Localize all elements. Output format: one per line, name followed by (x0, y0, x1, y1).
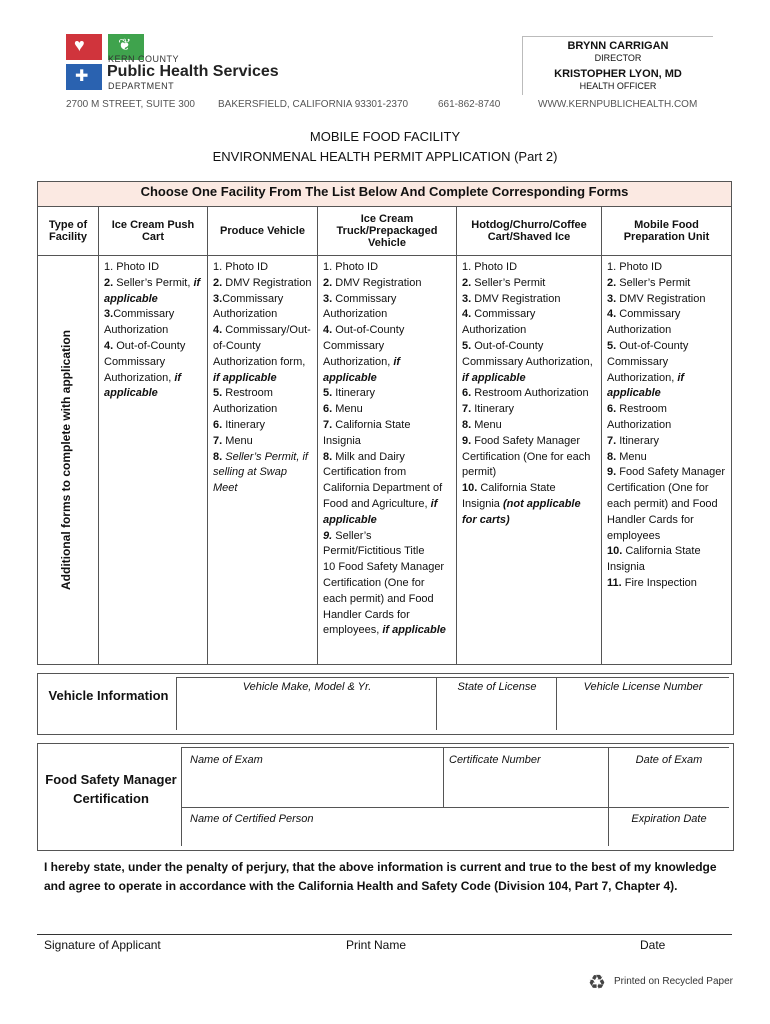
list-item: 2. Seller’s Permit, if applicable (104, 276, 201, 305)
logo-heart-icon: ♥ (74, 35, 85, 55)
list-item: 10. California State Insignia (not applicable for carts) (462, 482, 581, 526)
expiration-date-field[interactable] (608, 807, 729, 846)
signature-applicant-label: Signature of Applicant (44, 938, 161, 952)
org-department: DEPARTMENT (108, 81, 175, 91)
list-item: 1. Photo ID (462, 261, 518, 273)
chooser-heading: Choose One Facility From The List Below And Complete Corresponding Forms (38, 182, 732, 207)
logo-puzzle-icon: ✚ (75, 68, 89, 85)
list-item: 4. Commissary/Out-of-County Authorization form, if applicable (213, 324, 311, 384)
phone: 661-862-8740 (438, 99, 501, 110)
list-item: 4. Commissary Authorization (607, 308, 681, 337)
list-item: 5. Restroom Authorization (213, 387, 278, 416)
list-item: 4. Commissary Authorization (462, 308, 536, 337)
col-header-hotdog: Hotdog/Churro/Coffee Cart/Shaved Ice (457, 207, 602, 256)
city: BAKERSFIELD, CALIFORNIA 93301-2370 (218, 99, 409, 110)
list-item: 8. Seller’s Permit, if selling at Swap Meet (213, 450, 308, 495)
doc-title-1: MOBILE FOOD FACILITY (309, 129, 461, 144)
list-item: 1. Photo ID (104, 261, 160, 273)
doc-title-2: ENVIRONMENAL HEALTH PERMIT APPLICATION (Part 2) (212, 149, 558, 164)
col-header-push-cart: Ice Cream Push Cart (99, 207, 208, 256)
list-item: 3.Commissary Authorization (104, 308, 175, 337)
vehicle-make-label: Vehicle Make, Model & Yr. (242, 681, 372, 693)
certified-person-field[interactable] (181, 807, 609, 846)
certificate-number-field[interactable] (443, 747, 609, 808)
exam-name-label: Name of Exam (190, 754, 263, 766)
director-name: BRYNN CARRIGAN (567, 40, 669, 52)
list-item: 8. Menu (607, 450, 647, 463)
list-item: 8. Menu (462, 418, 502, 431)
list-item: 4. Out-of-County Commissary Authorization, if applicable (104, 339, 186, 400)
certificate-number-label: Certificate Number (449, 754, 541, 766)
date-label: Date (640, 938, 666, 952)
address: 2700 M STREET, SUITE 300 (66, 99, 195, 110)
website: WWW.KERNPUBLICHEALTH.COM (538, 99, 698, 110)
vehicle-license-number-field[interactable] (556, 677, 729, 730)
vehicle-make-field[interactable] (176, 677, 437, 730)
list-item: 9. Food Safety Manager Certification (One for each permit) and Food Handler Cards for employees (607, 466, 726, 542)
officials-block (522, 36, 713, 95)
list-ice-cream-truck (318, 256, 457, 665)
food-safety-label: Food Safety Manager Certification (45, 772, 177, 806)
list-mobile-prep (602, 256, 732, 665)
print-name-label: Print Name (346, 938, 407, 952)
director-title: DIRECTOR (594, 53, 642, 63)
recycle-icon: ♻ (588, 972, 606, 994)
signature-line[interactable] (37, 934, 732, 935)
side-label: Additional forms to complete with application (59, 329, 73, 591)
col-header-mobile-prep: Mobile Food Preparation Unit (602, 207, 732, 256)
col-header-produce: Produce Vehicle (208, 207, 318, 256)
list-item: 2. Seller’s Permit (462, 276, 546, 289)
vehicle-info-box (37, 673, 734, 735)
state-of-license-label: State of License (457, 681, 537, 693)
list-item: 5. Out-of-County Commissary Authorization, if applicable (462, 339, 593, 384)
exam-date-label: Date of Exam (635, 754, 703, 766)
list-item: 1. Photo ID (607, 261, 663, 273)
list-item: 6. Itinerary (213, 418, 265, 431)
list-item: 9. Seller’s Permit/Fictitious Title (323, 529, 425, 558)
list-item: 7. Itinerary (462, 403, 514, 416)
vehicle-label: Vehicle Information (48, 688, 169, 703)
facility-table (37, 181, 732, 665)
officer-title: HEALTH OFFICER (579, 81, 657, 91)
food-safety-box (37, 743, 734, 851)
list-item: 7. Menu (213, 434, 253, 447)
list-item: 5. Out-of-County Commissary Authorization, if applicable (607, 339, 689, 400)
list-item: 5. Itinerary (323, 387, 375, 400)
perjury-statement: I hereby state, under the penalty of perjury, that the above information is current and true to the best of my knowledge and agree to operate in accordance with the California Health and Safety Code (Division 104, Part 7, Chapter 4). (44, 860, 717, 893)
state-of-license-field[interactable] (436, 677, 557, 730)
org-name: Public Health Services (107, 63, 279, 80)
list-item: 6. Restroom Authorization (607, 403, 672, 431)
list-item: 9. Food Safety Manager Certification (One for each permit) (462, 434, 591, 479)
recycled-paper-note: Printed on Recycled Paper (614, 976, 733, 987)
list-item: 4. Out-of-County Commissary Authorization, if applicable (323, 324, 405, 384)
list-item: 3. DMV Registration (607, 292, 706, 305)
vehicle-license-number-label: Vehicle License Number (583, 681, 703, 693)
list-item: 7. California State Insignia (323, 418, 411, 447)
expiration-date-label: Expiration Date (631, 813, 707, 825)
list-item: 3. Commissary Authorization (323, 292, 397, 321)
list-push-cart (99, 256, 208, 665)
list-item: 2. DMV Registration (213, 276, 312, 289)
list-item: 2. Seller’s Permit (607, 276, 691, 289)
list-item: 2. DMV Registration (323, 276, 422, 289)
officer-name: KRISTOPHER LYON, MD (554, 68, 682, 80)
list-item: 1. Photo ID (213, 261, 269, 273)
list-item: 11. Fire Inspection (607, 576, 697, 589)
list-item: 6. Restroom Authorization (462, 387, 589, 400)
org-county: KERN COUNTY (108, 54, 180, 64)
list-item: 1. Photo ID (323, 261, 379, 273)
list-item: 8. Milk and Dairy Certification from California Department of Food and Agriculture, if applicable (323, 450, 443, 526)
col-header-ice-cream-truck: Ice Cream Truck/Prepackaged Vehicle (318, 207, 457, 256)
certified-person-label: Name of Certified Person (190, 813, 314, 825)
type-of-facility-label: Type of Facility (38, 207, 99, 256)
list-produce (208, 256, 318, 665)
side-label-cell (38, 256, 99, 665)
list-item: 3.Commissary Authorization (213, 292, 284, 321)
vehicle-label-cell (41, 677, 176, 729)
logo-leaf-icon: ❦ (118, 37, 132, 54)
exam-name-field[interactable] (181, 747, 444, 808)
exam-date-field[interactable] (608, 747, 729, 808)
list-item: 10 Food Safety Manager Certification (One for each permit) and Food Handler Cards for employees, if applicable (323, 561, 446, 637)
list-item: 6. Menu (323, 403, 363, 416)
list-item: 7. Itinerary (607, 434, 659, 447)
list-item: 3. DMV Registration (462, 292, 561, 305)
list-hotdog (457, 256, 602, 665)
list-item: 10. California State Insignia (607, 545, 701, 574)
